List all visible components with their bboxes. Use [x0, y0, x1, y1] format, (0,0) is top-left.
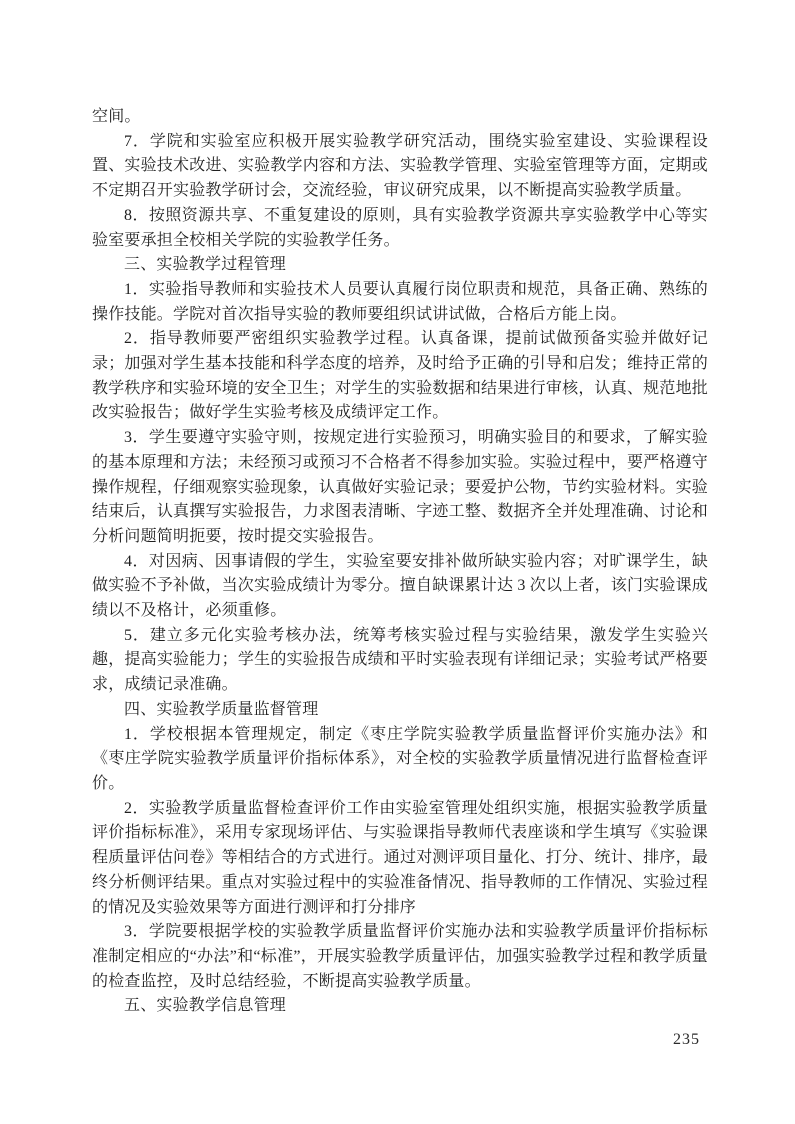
paragraph-continuation: 空间。 — [92, 108, 141, 125]
paragraph-3-4: 4．对因病、因事请假的学生，实验室要安排补做所缺实验内容；对旷课学生，缺做实验不予补做，当次实验成绩计为零分。擅自缺课累计达 3 次以上者，该门实验课成绩以不及格计，必须重修。 — [92, 552, 709, 620]
paragraph-item-7: 7．学院和实验室应积极开展实验教学研究活动，围绕实验室建设、实验课程设置、实验技术改进、实验教学内容和方法、实验教学管理、实验室管理等方面，定期或不定期召开实验教学研讨会，交流经验，审议研究成果，以不断提高实验教学质量。 — [92, 132, 708, 200]
paragraph-item-8: 8．按照资源共享、不重复建设的原则，具有实验教学资源共享实验教学中心等实验室要承担全校相关学院的实验教学任务。 — [92, 206, 708, 249]
section-heading-3: 三、实验教学过程管理 — [124, 256, 287, 274]
paragraph-4-1: 1．学校根据本管理规定，制定《枣庄学院实验教学质量监督评价实施办法》和《枣庄学院实验教学质量评价指标体系》，对全校的实验教学质量情况进行监督检查评价。 — [92, 725, 708, 792]
paragraph-4-3: 3．学院要根据学校的实验教学质量监督评价实施办法和实验教学质量评价指标标准制定相应的“办法”和“标准”，开展实验教学质量评估，加强实验教学过程和教学质量的检查监控，及时总结经验，不断提高实验教学质量。 — [92, 923, 708, 990]
section-heading-4: 四、实验教学质量监督管理 — [124, 700, 319, 718]
paragraph-4-2: 2．实验教学质量监督检查评价工作由实验室管理处组织实施，根据实验教学质量评价指标标准》，采用专家现场评估、与实验课指导教师代表座谈和学生填写《实验课程质量评估问卷》等相结合的方式进行。通过对测评项目量化、打分、统计、排序，最终分析侧评结果。重点对实验过程中的实验准备情况、指导教师的工作情况、实验过程的情况及实验效果等方面进行测评和打分排序 — [92, 799, 708, 916]
text-block — [92, 105, 708, 1019]
page-number: 235 — [673, 1031, 700, 1048]
paragraph-3-3: 3．学生要遵守实验守则，按规定进行实验预习，明确实验目的和要求，了解实验的基本原理和方法；未经预习或预习不合格者不得参加实验。实验过程中，要严格遵守操作规程，仔细观察实验现象，认真做好实验记录；要爱护公物，节约实验材料。实验结束后，认真撰写实验报告，力求图表清晰、字迹工整、数据齐全并处理准确、讨论和分析问题简明扼要，按时提交实验报告。 — [92, 429, 708, 545]
paragraph-3-5: 5．建立多元化实验考核办法，统筹考核实验过程与实验结果，激发学生实验兴趣，提高实验能力；学生的实验报告成绩和平时实验表现有详细记录；实验考试严格要求，成绩记录准确。 — [92, 626, 708, 694]
paragraph-3-2: 2．指导教师要严密组织实验教学过程。认真备课，提前试做预备实验并做好记录；加强对学生基本技能和科学态度的培养，及时给予正确的引导和启发；维持正常的教学秩序和实验环境的安全卫生；对学生的实验数据和结果进行审核，认真、规范地批改实验报告；做好学生实验考核及成绩评定工作。 — [92, 330, 708, 422]
paragraph-3-1: 1．实验指导教师和实验技术人员要认真履行岗位职责和规范，具备正确、熟练的操作技能。学院对首次指导实验的教师要组织试讲试做，合格后方能上岗。 — [92, 280, 708, 323]
section-heading-5: 五、实验教学信息管理 — [124, 997, 287, 1015]
